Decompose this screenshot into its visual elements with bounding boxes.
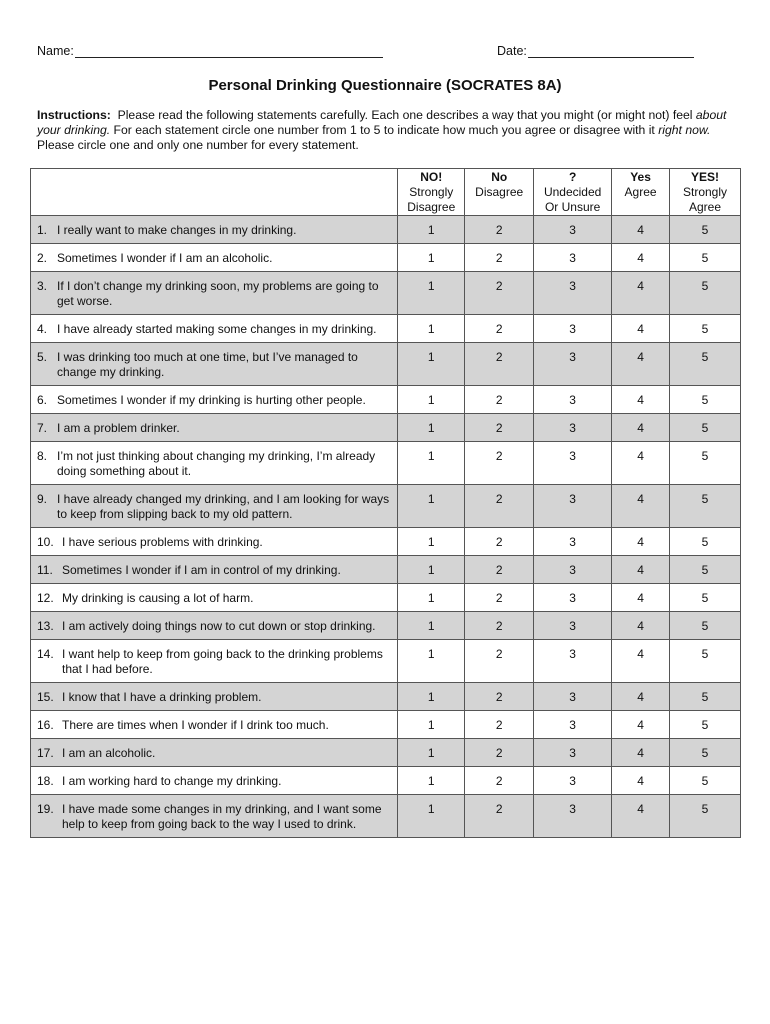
rating-option-1[interactable]: 1 (398, 272, 465, 315)
rating-option-1[interactable]: 1 (398, 442, 465, 485)
rating-option-2[interactable]: 2 (465, 739, 534, 767)
rating-option-3[interactable]: 3 (534, 683, 612, 711)
column-header-4 (612, 169, 670, 216)
rating-option-3[interactable]: 3 (534, 216, 612, 244)
rating-option-4[interactable]: 4 (612, 315, 670, 343)
header-row (31, 169, 741, 216)
statement-number: 6. (37, 393, 48, 407)
rating-option-4[interactable]: 4 (612, 244, 670, 272)
table-row (31, 414, 741, 442)
rating-option-2[interactable]: 2 (465, 272, 534, 315)
statement-number: 4. (37, 322, 48, 336)
statement-number: 9. (37, 492, 48, 506)
rating-option-3[interactable]: 3 (534, 739, 612, 767)
rating-option-4[interactable]: 4 (612, 640, 670, 683)
rating-option-1[interactable]: 1 (398, 244, 465, 272)
statement-text: I have serious problems with drinking. (62, 535, 263, 549)
rating-option-2[interactable]: 2 (465, 528, 534, 556)
statement-cell (31, 640, 398, 683)
statement-text: I am working hard to change my drinking. (62, 774, 282, 788)
rating-option-4[interactable]: 4 (612, 584, 670, 612)
rating-option-3[interactable]: 3 (534, 795, 612, 838)
rating-option-5[interactable]: 5 (670, 386, 741, 414)
rating-option-5[interactable]: 5 (670, 414, 741, 442)
questionnaire-table (30, 168, 741, 838)
statement-cell (31, 739, 398, 767)
statement-cell (31, 386, 398, 414)
instructions-part1: Please read the following statements carefully. Each one describes a way that you might (or might not) feel (117, 108, 696, 122)
column-header-line3: Agree (688, 200, 722, 214)
rating-option-3[interactable]: 3 (534, 244, 612, 272)
statement-text: I have already changed my drinking, and I am looking for ways to keep from slipping back to my old pattern. (57, 492, 390, 521)
table-row (31, 216, 741, 244)
statement-text: If I don’t change my drinking soon, my problems are going to get worse. (57, 279, 379, 308)
table-row (31, 711, 741, 739)
rating-option-5[interactable]: 5 (670, 683, 741, 711)
rating-option-1[interactable]: 1 (398, 683, 465, 711)
rating-option-3[interactable]: 3 (534, 386, 612, 414)
statement-text: I’m not just thinking about changing my drinking, I’m already doing something about it. (57, 449, 376, 478)
rating-option-1[interactable]: 1 (398, 216, 465, 244)
rating-option-5[interactable]: 5 (670, 485, 741, 528)
rating-option-1[interactable]: 1 (398, 612, 465, 640)
column-header-line2: Undecided (543, 185, 602, 199)
rating-option-3[interactable]: 3 (534, 315, 612, 343)
column-header-2 (465, 169, 534, 216)
table-row (31, 315, 741, 343)
rating-option-2[interactable]: 2 (465, 612, 534, 640)
rating-option-4[interactable]: 4 (612, 683, 670, 711)
statement-text: I want help to keep from going back to the drinking problems that I had before. (62, 647, 383, 676)
instructions-part2: For each statement circle one number from 1 to 5 to indicate how much you agree or disagree with it (110, 123, 659, 137)
column-header-top: YES! (691, 170, 720, 184)
column-header-1 (398, 169, 465, 216)
statement-cell (31, 612, 398, 640)
rating-option-4[interactable]: 4 (612, 442, 670, 485)
date-field-row (497, 44, 694, 58)
statement-number: 7. (37, 421, 48, 435)
date-field[interactable] (528, 45, 694, 58)
table-row (31, 556, 741, 584)
column-header-5 (670, 169, 741, 216)
rating-option-2[interactable]: 2 (465, 315, 534, 343)
instructions-lead: Instructions: (37, 108, 111, 122)
statement-number: 10. (37, 535, 54, 549)
rating-option-1[interactable]: 1 (398, 640, 465, 683)
statement-cell (31, 414, 398, 442)
rating-option-5[interactable]: 5 (670, 343, 741, 386)
statement-text: I am actively doing things now to cut down or stop drinking. (62, 619, 376, 633)
rating-option-1[interactable]: 1 (398, 556, 465, 584)
statement-number: 12. (37, 591, 54, 605)
rating-option-3[interactable]: 3 (534, 556, 612, 584)
rating-option-4[interactable]: 4 (612, 386, 670, 414)
rating-option-5[interactable]: 5 (670, 711, 741, 739)
rating-option-2[interactable]: 2 (465, 343, 534, 386)
rating-option-2[interactable]: 2 (465, 442, 534, 485)
rating-option-2[interactable]: 2 (465, 414, 534, 442)
statement-text: Sometimes I wonder if I am in control of my drinking. (62, 563, 341, 577)
rating-option-3[interactable]: 3 (534, 612, 612, 640)
rating-option-1[interactable]: 1 (398, 386, 465, 414)
rating-option-1[interactable]: 1 (398, 767, 465, 795)
rating-option-3[interactable]: 3 (534, 640, 612, 683)
table-row (31, 386, 741, 414)
statement-cell (31, 795, 398, 838)
rating-option-5[interactable]: 5 (670, 315, 741, 343)
rating-option-2[interactable]: 2 (465, 711, 534, 739)
table-row (31, 343, 741, 386)
statement-cell (31, 767, 398, 795)
statement-number: 19. (37, 802, 54, 816)
statement-cell (31, 556, 398, 584)
statement-cell (31, 244, 398, 272)
rating-option-4[interactable]: 4 (612, 272, 670, 315)
statement-text: Sometimes I wonder if my drinking is hurting other people. (57, 393, 366, 407)
rating-option-5[interactable]: 5 (670, 528, 741, 556)
column-header-line3: Disagree (407, 200, 456, 214)
statement-number: 15. (37, 690, 54, 704)
column-header-top: NO! (420, 170, 443, 184)
name-field-row (37, 44, 383, 58)
page-title: Personal Drinking Questionnaire (SOCRATES 8A) (208, 77, 562, 94)
instructions-part3: Please circle one and only one number for every statement. (37, 138, 359, 152)
rating-option-3[interactable]: 3 (534, 711, 612, 739)
statement-text: I am a problem drinker. (57, 421, 180, 435)
statement-cell (31, 442, 398, 485)
rating-option-5[interactable]: 5 (670, 216, 741, 244)
rating-option-4[interactable]: 4 (612, 612, 670, 640)
rating-option-2[interactable]: 2 (465, 244, 534, 272)
statement-number: 3. (37, 279, 48, 293)
rating-option-4[interactable]: 4 (612, 414, 670, 442)
statement-cell (31, 528, 398, 556)
rating-option-1[interactable]: 1 (398, 414, 465, 442)
statement-text: I was drinking too much at one time, but I’ve managed to change my drinking. (57, 350, 358, 379)
statement-number: 11. (37, 563, 53, 577)
rating-option-5[interactable]: 5 (670, 739, 741, 767)
rating-option-3[interactable]: 3 (534, 442, 612, 485)
rating-option-4[interactable]: 4 (612, 528, 670, 556)
column-header-line2: Agree (624, 185, 657, 199)
statement-text: My drinking is causing a lot of harm. (62, 591, 254, 605)
rating-option-2[interactable]: 2 (465, 584, 534, 612)
rating-option-5[interactable]: 5 (670, 612, 741, 640)
rating-option-1[interactable]: 1 (398, 528, 465, 556)
statement-cell (31, 683, 398, 711)
rating-option-5[interactable]: 5 (670, 767, 741, 795)
rating-option-2[interactable]: 2 (465, 386, 534, 414)
statement-cell (31, 584, 398, 612)
table-row (31, 244, 741, 272)
rating-option-3[interactable]: 3 (534, 584, 612, 612)
statement-number: 18. (37, 774, 54, 788)
rating-option-2[interactable]: 2 (465, 485, 534, 528)
table-row (31, 272, 741, 315)
rating-option-5[interactable]: 5 (670, 442, 741, 485)
statement-text: There are times when I wonder if I drink too much. (62, 718, 329, 732)
table-row (31, 739, 741, 767)
statement-number: 2. (37, 251, 48, 265)
rating-option-5[interactable]: 5 (670, 556, 741, 584)
table-row (31, 528, 741, 556)
table-row (31, 584, 741, 612)
column-header-line2: Strongly (409, 185, 454, 199)
rating-option-5[interactable]: 5 (670, 272, 741, 315)
column-header-line3: Or Unsure (544, 200, 601, 214)
rating-option-4[interactable]: 4 (612, 343, 670, 386)
rating-option-4[interactable]: 4 (612, 711, 670, 739)
rating-option-3[interactable]: 3 (534, 528, 612, 556)
rating-option-2[interactable]: 2 (465, 795, 534, 838)
rating-option-1[interactable]: 1 (398, 584, 465, 612)
table-row (31, 485, 741, 528)
statement-header-cell (31, 169, 398, 216)
rating-option-5[interactable]: 5 (670, 640, 741, 683)
rating-option-1[interactable]: 1 (398, 343, 465, 386)
statement-cell (31, 711, 398, 739)
statement-cell (31, 315, 398, 343)
rating-option-5[interactable]: 5 (670, 584, 741, 612)
rating-option-5[interactable]: 5 (670, 795, 741, 838)
statement-number: 16. (37, 718, 54, 732)
table-row (31, 612, 741, 640)
statement-cell (31, 485, 398, 528)
table-row (31, 767, 741, 795)
rating-option-3[interactable]: 3 (534, 272, 612, 315)
rating-option-4[interactable]: 4 (612, 767, 670, 795)
rating-option-2[interactable]: 2 (465, 556, 534, 584)
statement-number: 14. (37, 647, 54, 661)
statement-text: I know that I have a drinking problem. (62, 690, 262, 704)
rating-option-4[interactable]: 4 (612, 485, 670, 528)
rating-option-4[interactable]: 4 (612, 795, 670, 838)
rating-option-3[interactable]: 3 (534, 414, 612, 442)
table-row (31, 640, 741, 683)
instructions (37, 108, 737, 153)
statement-cell (31, 272, 398, 315)
statement-number: 13. (37, 619, 54, 633)
rating-option-2[interactable]: 2 (465, 216, 534, 244)
rating-option-3[interactable]: 3 (534, 485, 612, 528)
statement-number: 5. (37, 350, 48, 364)
instructions-italic1: about your drinking. (37, 108, 727, 137)
statement-text: I have already started making some changes in my drinking. (57, 322, 377, 336)
column-header-3 (534, 169, 612, 216)
rating-option-3[interactable]: 3 (534, 343, 612, 386)
column-header-top: ? (568, 170, 577, 184)
column-header-top: No (491, 170, 508, 184)
table-row (31, 795, 741, 838)
instructions-italic2: right now. (658, 123, 711, 137)
rating-option-2[interactable]: 2 (465, 683, 534, 711)
statement-number: 1. (37, 223, 48, 237)
table-row (31, 683, 741, 711)
rating-option-4[interactable]: 4 (612, 739, 670, 767)
statement-text: I really want to make changes in my drinking. (57, 223, 297, 237)
statement-cell (31, 343, 398, 386)
statement-number: 8. (37, 449, 48, 463)
rating-option-1[interactable]: 1 (398, 485, 465, 528)
name-label: Name: (37, 44, 74, 58)
rating-option-2[interactable]: 2 (465, 767, 534, 795)
table-row (31, 442, 741, 485)
rating-option-1[interactable]: 1 (398, 795, 465, 838)
rating-option-1[interactable]: 1 (398, 315, 465, 343)
statement-text: I have made some changes in my drinking, and I want some help to keep from going back to the way I used to drink. (62, 802, 382, 831)
date-label: Date: (497, 44, 527, 58)
column-header-line2: Strongly (682, 185, 728, 199)
statement-cell (31, 216, 398, 244)
name-field[interactable] (75, 45, 383, 58)
rating-option-4[interactable]: 4 (612, 216, 670, 244)
rating-option-1[interactable]: 1 (398, 711, 465, 739)
column-header-top: Yes (630, 170, 651, 184)
rating-option-4[interactable]: 4 (612, 556, 670, 584)
rating-option-1[interactable]: 1 (398, 739, 465, 767)
statement-number: 17. (37, 746, 54, 760)
statement-text: Sometimes I wonder if I am an alcoholic. (57, 251, 273, 265)
rating-option-3[interactable]: 3 (534, 767, 612, 795)
column-header-line2: Disagree (475, 185, 524, 199)
statement-text: I am an alcoholic. (62, 746, 156, 760)
statement-rows (31, 216, 741, 838)
rating-option-5[interactable]: 5 (670, 244, 741, 272)
rating-option-2[interactable]: 2 (465, 640, 534, 683)
